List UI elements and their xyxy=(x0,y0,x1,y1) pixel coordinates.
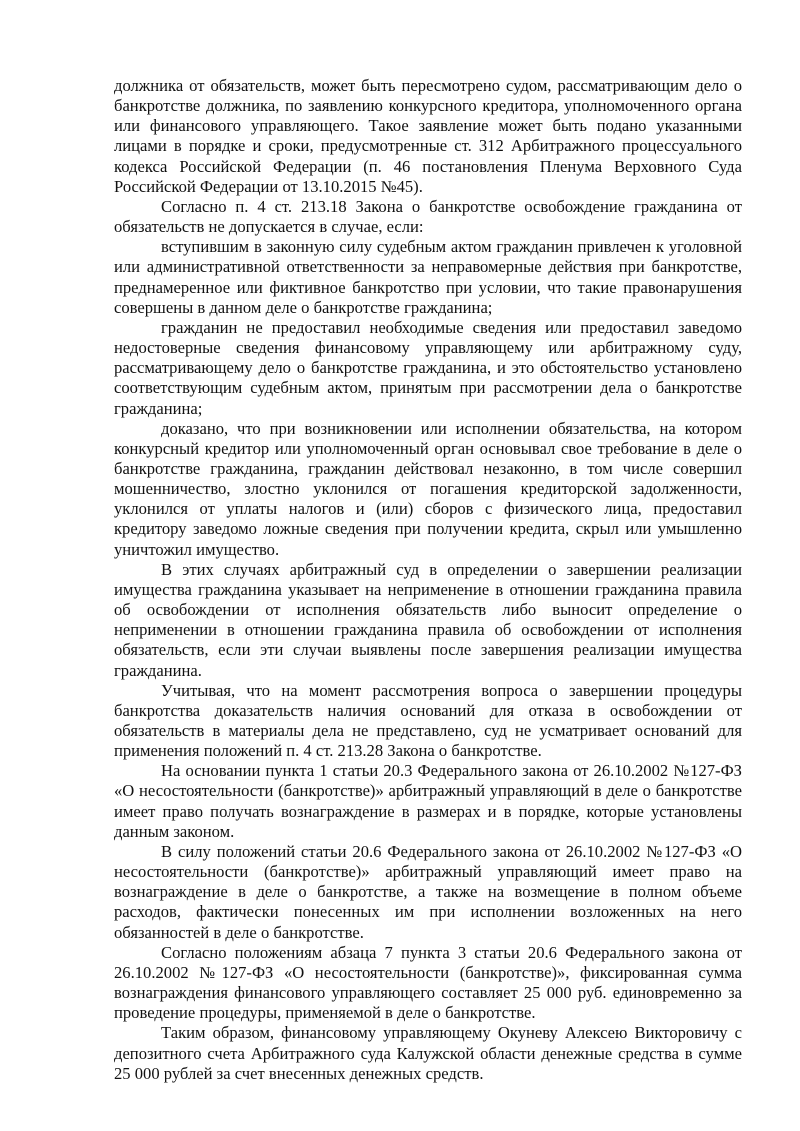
paragraph-ground-criminal: вступившим в законную силу судебным актом гражданин привлечен к уголовной или административной ответственности за неправомерные действия при банкротстве, преднамеренное или фиктивное банкротство при условии, что такие правонарушения совершены в данном деле о банкротстве гражданина; xyxy=(114,237,742,317)
paragraph-ground-fraud: доказано, что при возникновении или исполнении обязательства, на котором конкурсный кредитор или уполномоченный орган основывал свое требование в деле о банкротстве гражданина, гражданин действовал незаконно, в том числе совершил мошенничество, злостно уклонился от погашения кредиторской задолженности, уклонился от уплаты налогов и (или) сборов с физического лица, предоставил кредитору заведомо ложные сведения при получении кредита, скрыл или умышленно уничтожил имущество. xyxy=(114,418,742,559)
paragraph-court-ruling: В этих случаях арбитражный суд в определении о завершении реализации имущества гражданина указывает на неприменение в отношении гражданина правила об освобождении от исполнения обязательств либо выносит определение о неприменении в отношении гражданина правила об освобождении от исполнения обязательств, если эти случаи выявлены после завершения реализации имущества гражданина. xyxy=(114,559,742,680)
paragraph-payment: Таким образом, финансовому управляющему Окуневу Алексею Викторовичу с депозитного счета Арбитражного суда Калужской области денежные средства в сумме 25 000 рублей за счет внесенных денежных средств. xyxy=(114,1023,742,1083)
document-body xyxy=(114,76,742,1084)
paragraph-remuneration-right: На основании пункта 1 статьи 20.3 Федерального закона от 26.10.2002 №127-ФЗ «О несостоятельности (банкротстве)» арбитражный управляющий в деле о банкротстве имеет право получать вознаграждение в размерах и в порядке, которые установлены данным законом. xyxy=(114,761,742,841)
paragraph-ground-false-info: гражданин не предоставил необходимые сведения или предоставил заведомо недостоверные сведения финансовому управляющему или арбитражному суду, рассматривающему дело о банкротстве гражданина, и это обстоятельство установлено соответствующим судебным актом, принятым при рассмотрении дела о банкротстве гражданина; xyxy=(114,317,742,418)
paragraph-grounds-intro: Согласно п. 4 ст. 213.18 Закона о банкротстве освобождение гражданина от обязательств не допускается в случае, если: xyxy=(114,196,742,237)
paragraph-continuation: должника от обязательств, может быть пересмотрено судом, рассматривающим дело о банкротстве должника, по заявлению конкурсного кредитора, уполномоченного органа или финансового управляющего. Такое заявление может быть подано указанными лицами в порядке и сроки, предусмотренные ст. 312 Арбитражного процессуального кодекса Российской Федерации (п. 46 постановления Пленума Верховного Суда Российской Федерации от 13.10.2015 №45). xyxy=(114,76,742,196)
paragraph-court-finding: Учитывая, что на момент рассмотрения вопроса о завершении процедуры банкротства доказательств наличия оснований для отказа в освобождении от обязательств в материалы дела не представлено, суд не усматривает оснований для применения положений п. 4 ст. 213.28 Закона о банкротстве. xyxy=(114,680,742,761)
paragraph-remuneration-expenses: В силу положений статьи 20.6 Федерального закона от 26.10.2002 №127-ФЗ «О несостоятельности (банкротстве)» арбитражный управляющий имеет право на вознаграждение в деле о банкротстве, а также на возмещение в полном объеме расходов, фактически понесенных им при исполнении возложенных на него обязанностей в деле о банкротстве. xyxy=(114,841,742,942)
paragraph-fixed-fee: Согласно положениям абзаца 7 пункта 3 статьи 20.6 Федерального закона от 26.10.2002 №127-ФЗ «О несостоятельности (банкротстве)», фиксированная сумма вознаграждения финансового управляющего составляет 25 000 руб. единовременно за проведение процедуры, применяемой в деле о банкротстве. xyxy=(114,942,742,1023)
